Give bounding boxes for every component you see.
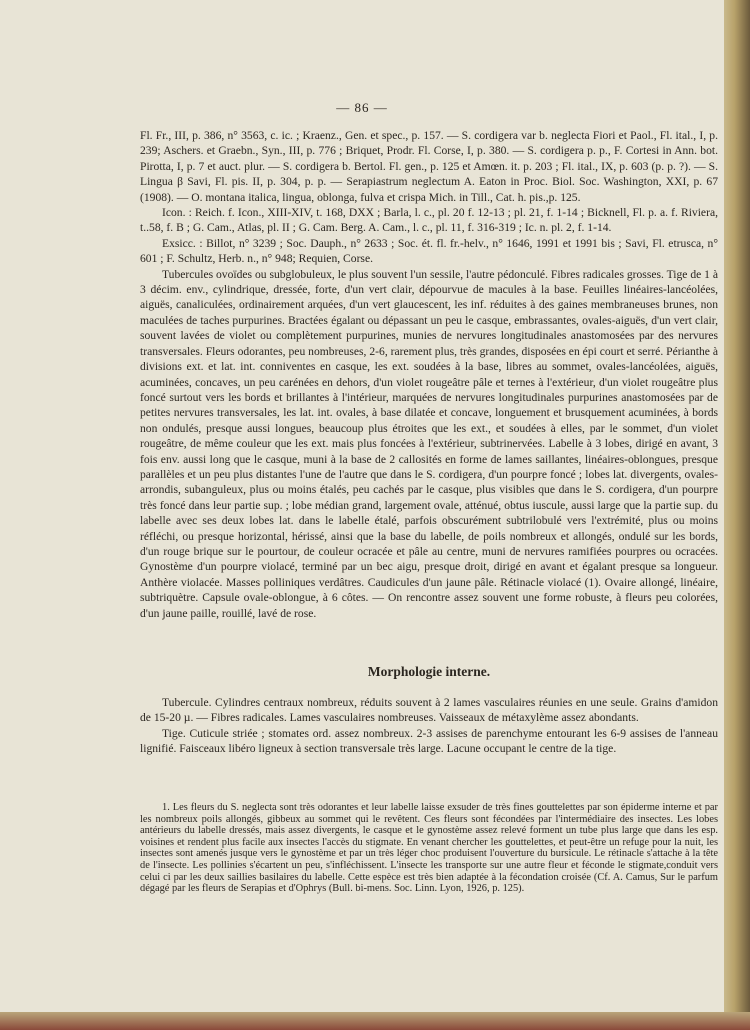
exsiccata-references: Exsicc. : Billot, n° 3239 ; Soc. Dauph., n° 2633 ; Soc. ét. fl. fr.-helv., n° 1646, 1991 et 1991 bis ; Savi, Fl. etrusca, n° 601 ; F. Schultz, Herb. n., n° 948; Requien, Corse.	[140, 236, 718, 266]
icon-references: Icon. : Reich. f. Icon., XIII-XIV, t. 168, DXX ; Barla, l. c., pl. 20 f. 12-13 ; pl. 21, f. 1-14 ; Bicknell, Fl. p. a. f. Riviera, t..58, f. B ; G. Cam., Atlas, pl. II ; G. Cam. Berg. A. Cam., l. c., pl. 11, f. 316-319 ; Ic. n. pl. 2, f. 1-14.	[140, 206, 718, 235]
tubercule-paragraph: Tubercule. Cylindres centraux nombreux, réduits souvent à 2 lames vasculaires réunies en une seule. Grains d'amidon de 15-20 µ. — Fibres radicales. Lames vasculaires nombreuses. Vaisseaux de métaxylème assez abondants.	[140, 696, 718, 725]
bottom-strip	[0, 1012, 750, 1030]
footnote-text: 1. Les fleurs du S. neglecta sont très odorantes et leur labelle laisse exsuder de très fines gouttelettes par son épiderme interne et par les nombreux poils allongés, gibbeux au sommet qui le revêtent. Ces fleurs sont fécondées par l'intermédiaire des insectes. Les lobes antérieurs du labelle dressés, mais assez divergents, le casque et le gynostème assez relevé forment un tube plus large que dans les esp. voisines et rendent plus facile aux insectes l'accès du stigmate. En venant chercher les gouttelettes, et peut-être un refuge pour la nuit, les insectes sont amenés jusque vers le gynostème et par un très léger choc produisent l'ouverture du bursicule. Le rétinacle s'attache à la tête de l'insecte. Les pollinies s'écartent un peu, s'infléchissent. L'insecte les transporte sur une autre fleur et féconde le stigmate,conduit vers celui ci par les deux saillies basilaires du labelle. Cette espèce est très bien adaptée à la fécondation croisée (Cf. A. Camus, Sur le parfum dégagé par les fleurs de Serapias et d'Ophrys (Bull. bi-mens. Soc. Linn. Lyon, 1926, p. 125).	[140, 802, 718, 895]
section-heading: Morphologie interne.	[367, 664, 491, 679]
internal-morphology	[140, 695, 718, 757]
tige-paragraph: Tige. Cuticule striée ; stomates ord. assez nombreux. 2-3 assises de parenchyme entourant les 6-9 assises de l'anneau lignifié. Faisceaux libéro ligneux à section transversale très large. Lacune occupant le centre de la tige.	[140, 726, 718, 756]
page-number: — 86 —	[336, 100, 388, 115]
page-edge	[724, 0, 750, 1030]
footnote	[140, 802, 718, 895]
morphology-paragraph: Tubercules ovoïdes ou subglobuleux, le plus souvent l'un sessile, l'autre pédonculé. Fibres radicales grosses. Tige de 1 à 3 décim. env., cylindrique, dressée, forte, d'un vert clair, dépourvue de macules à la base. Feuilles linéaires-lancéolées, aiguës, canaliculées, ordinairement arquées, d'un vert glaucescent, les inf. réduites à des gaines membraneuses brunes, non maculées de taches purpurines. Bractées égalant ou dépassant un peu le casque, embrassantes, ovales-aiguës, d'un vert clair, souvent lavées de violet ou complètement purpurines, munies de nervures longitudinales anastomosées par des nervures transversales. Fleurs odorantes, peu nombreuses, 2-6, rarement plus, très grandes, disposées en épi court et serré. Périanthe à divisions ext. et lat. int. conniventes en casque, les ext. soudées à la base, libres au sommet, ovales-lancéolées, aiguës, acuminées, concaves, un peu carénées en dehors, d'un violet rougeâtre pâle et ternes à l'extérieur, d'un violet rougeâtre plus foncé surtout vers les bords et brillantes à l'intérieur, marquées de nervures longitudinales purpurines anastomosées par de petites nervures transversales, les lat. int. ovales, à base dilatée et concave, longuement et brusquement acuminées, à bords non ondulés, presque aussi longues, beaucoup plus étroites que les ext., et soudées à elles, par le sommet, d'un violet rougeâtre, de même couleur que les ext. mais plus foncées à l'extérieur, subtrinervées. Labelle à 3 lobes, dirigé en avant, 3 fois env. aussi long que le casque, muni à la base de 2 callosités en forme de lames saillantes, linéaires-oblongues, presque parallèles et un peu plus distantes l'une de l'autre que dans le S. cordigera, d'un pourpre foncé ; lobes lat. divergents, ovales-arrondis, subanguleux, plus ou moins étalés, peu cachés par le casque, plus visibles que dans le S. cordigera, d'un pourpre très foncé dans leur partie sup. ; lobe médian grand, largement ovale, atténué, obtus iuscule, aussi large que la partie sup. du labelle avec ses deux lobes lat. dans le labelle étalé, parfois obscurément subtrilobulé vers l'extrémité, plus ou moins réfléchi, ou presque horizontal, hérissé, ainsi que la base du labelle, de poils nombreux et allongés, ondulé sur les bords, d'un rouge brique sur le pourtour, de couleur ocracée et pâle au centre, muni de nervures ramifiées pourpres ou ocracées. Gynostème d'un pourpre violacé, terminé par un bec aigu, presque droit, dirigé en avant et égalant presque sa longueur. Anthère violacée. Masses polliniques verdâtres. Caudicules d'un jaune pâle. Rétinacle violacé (1). Ovaire allongé, linéaire, subtriquètre. Capsule ovale-oblongue, à 6 côtes. — On rencontre assez souvent une forme robuste, à fleurs peu colorées, d'un jaune paille, rouillé, lavé de rose.	[140, 267, 718, 620]
species-description	[140, 128, 718, 621]
synonymy-paragraph: Fl. Fr., III, p. 386, n° 3563, c. ic. ; Kraenz., Gen. et spec., p. 157. — S. cordigera var b. neglecta Fiori et Paol., Fl. ital., I, p. 239; Aschers. et Graebn., Syn., III, p. 776 ; Briquet, Prodr. Fl. Corse, I, p. 380. — S. cordigera p. p., F. Cortesi in Ann. bot. Pirotta, I, p. 7 et auct. plur. — S. cordigera b. Bertol. Fl. gen., p. 125 et Amœn. it. p. 203 ; Fl. ital., IX, p. 603 (p. p. ?). — S. Lingua β Savi, Fl. pis. II, p. 304, p. p. — Serapiastrum neglectum A. Eaton in Proc. Biol. Soc. Washington, XXI, p. 67 (1908). — O. montana italica, lingua, oblonga, fulva et crispa Mich. in Till., Cat. h. pis.,p. 125.	[140, 129, 718, 204]
